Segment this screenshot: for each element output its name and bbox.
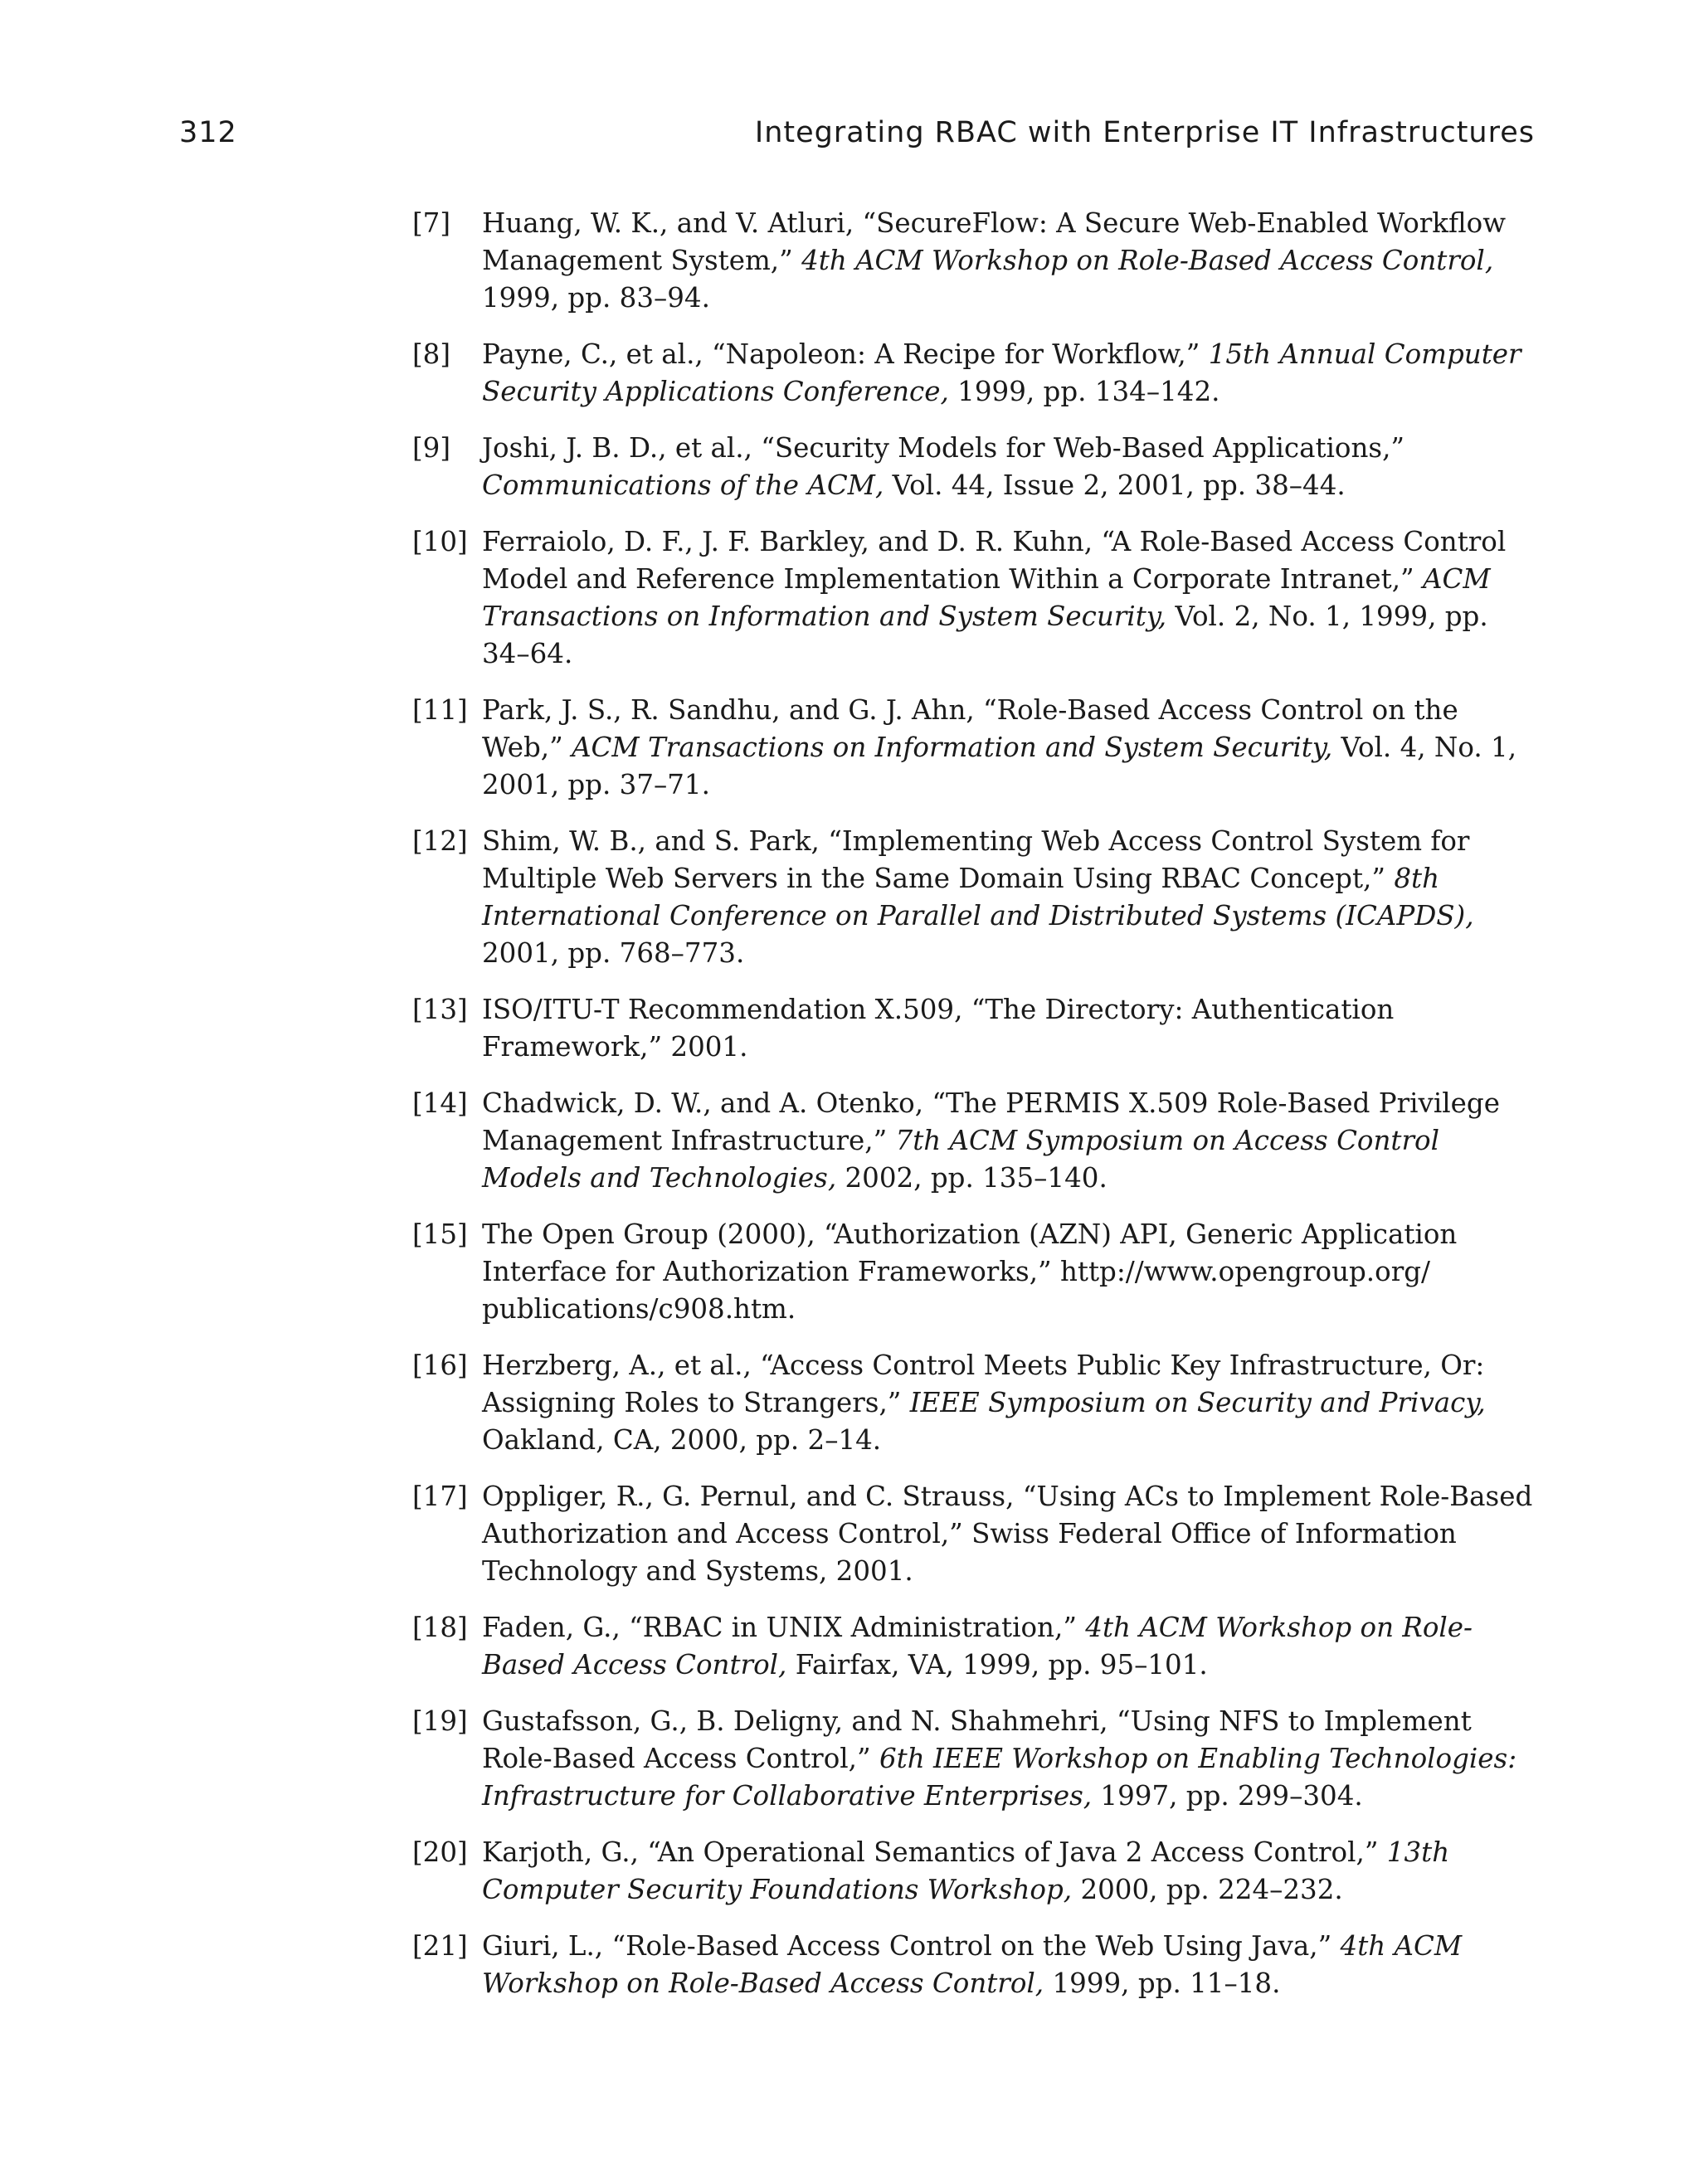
reference-item <box>412 1703 1536 1815</box>
reference-item <box>412 1216 1536 1328</box>
reference-text: Oppliger, R., G. Pernul, and C. Strauss, “Using ACs to Implement Role-Based Authorization and Access Control,” Swiss Federal Office of Information Technology and Systems, 2001. <box>482 1481 1533 1587</box>
reference-item <box>412 1928 1536 2002</box>
reference-text: Shim, W. B., and S. Park, “Implementing Web Access Control System for Multiple Web Servers in the Same Domain Using RBAC Concept,” 8th International Conference on Parallel and Distributed Systems (ICAPDS), 2001, pp. 768–773. <box>482 825 1474 969</box>
reference-item <box>412 205 1536 317</box>
reference-item <box>412 430 1536 504</box>
reference-text: Gustafsson, G., B. Deligny, and N. Shahmehri, “Using NFS to Implement Role-Based Access Control,” 6th IEEE Workshop on Enabling Technologies: Infrastructure for Collaborative Enterprises, 1997, pp. 299–304. <box>482 1705 1517 1812</box>
reference-text: Huang, W. K., and V. Atluri, “SecureFlow: A Secure Web-Enabled Workflow Management System,” 4th ACM Workshop on Role-Based Access Control, 1999, pp. 83–94. <box>482 207 1507 314</box>
reference-text: Ferraiolo, D. F., J. F. Barkley, and D. R. Kuhn, “A Role-Based Access Control Model and Reference Implementation Within a Corporate Intranet,” ACM Transactions on Information and System Security, Vol. 2, No. 1, 1999, pp. 34–64. <box>482 526 1507 669</box>
reference-item <box>412 692 1536 804</box>
reference-number: [16] <box>412 1350 468 1381</box>
reference-venue: 6th IEEE Workshop on Enabling Technologies: Infrastructure for Collaborative Enterprises, <box>482 1743 1517 1812</box>
reference-venue: 8th International Conference on Parallel and Distributed Systems (ICAPDS), <box>482 863 1474 931</box>
reference-venue: ACM Transactions on Information and System Security, <box>572 732 1333 763</box>
reference-number: [11] <box>412 694 468 726</box>
reference-number: [12] <box>412 825 468 857</box>
reference-number: [9] <box>412 432 451 464</box>
reference-venue: 4th ACM Workshop on Role-Based Access Control, <box>801 245 1494 276</box>
running-title: Integrating RBAC with Enterprise IT Infrastructures <box>754 116 1535 149</box>
reference-venue: ACM Transactions on Information and System Security, <box>482 563 1491 632</box>
reference-number: [18] <box>412 1612 468 1643</box>
reference-text: ISO/ITU-T Recommendation X.509, “The Directory: Authentication Framework,” 2001. <box>482 994 1395 1063</box>
reference-item <box>412 1609 1536 1684</box>
reference-number: [20] <box>412 1836 468 1868</box>
reference-text: Joshi, J. B. D., et al., “Security Models for Web-Based Applications,” Communications of the ACM, Vol. 44, Issue 2, 2001, pp. 38–44. <box>482 432 1405 501</box>
reference-number: [13] <box>412 994 468 1025</box>
reference-number: [15] <box>412 1218 468 1250</box>
running-head <box>179 116 1535 158</box>
reference-venue: 4th ACM Workshop on Role-Based Access Control, <box>482 1612 1473 1681</box>
reference-venue: 4th ACM Workshop on Role-Based Access Control, <box>482 1930 1463 1999</box>
reference-text: Chadwick, D. W., and A. Otenko, “The PERMIS X.509 Role-Based Privilege Management Infrastructure,” 7th ACM Symposium on Access Control Models and Technologies, 2002, pp. 135–140. <box>482 1087 1500 1194</box>
reference-text: Herzberg, A., et al., “Access Control Meets Public Key Infrastructure, Or: Assigning Roles to Strangers,” IEEE Symposium on Security and Privacy, Oakland, CA, 2000, pp. 2–14. <box>482 1350 1486 1456</box>
reference-item <box>412 1085 1536 1197</box>
reference-item <box>412 1478 1536 1590</box>
reference-text: Giuri, L., “Role-Based Access Control on the Web Using Java,” 4th ACM Workshop on Role-Based Access Control, 1999, pp. 11–18. <box>482 1930 1463 1999</box>
reference-number: [8] <box>412 338 451 370</box>
reference-venue: IEEE Symposium on Security and Privacy, <box>909 1387 1486 1418</box>
reference-text: Karjoth, G., “An Operational Semantics of Java 2 Access Control,” 13th Computer Security Foundations Workshop, 2000, pp. 224–232. <box>482 1836 1450 1905</box>
reference-venue: Communications of the ACM, <box>482 469 884 501</box>
reference-text: Payne, C., et al., “Napoleon: A Recipe for Workflow,” 15th Annual Computer Security Applications Conference, 1999, pp. 134–142. <box>482 338 1521 407</box>
reference-number: [14] <box>412 1087 468 1119</box>
reference-venue: 7th ACM Symposium on Access Control Models and Technologies, <box>482 1125 1439 1194</box>
reference-number: [10] <box>412 526 468 557</box>
reference-item <box>412 336 1536 411</box>
reference-item <box>412 523 1536 673</box>
reference-number: [17] <box>412 1481 468 1512</box>
reference-number: [21] <box>412 1930 468 1962</box>
reference-text: The Open Group (2000), “Authorization (AZN) API, Generic Application Interface for Authorization Frameworks,” http://www.opengroup.org/ publications/c908.htm. <box>482 1218 1458 1325</box>
page-number: 312 <box>179 116 237 149</box>
reference-item <box>412 1347 1536 1459</box>
reference-item <box>412 991 1536 1066</box>
reference-item <box>412 823 1536 972</box>
reference-item <box>412 1834 1536 1909</box>
reference-number: [19] <box>412 1705 468 1737</box>
reference-list <box>412 205 1536 2021</box>
reference-text: Park, J. S., R. Sandhu, and G. J. Ahn, “Role-Based Access Control on the Web,” ACM Transactions on Information and System Security, Vol. 4, No. 1, 2001, pp. 37–71. <box>482 694 1517 800</box>
reference-text: Faden, G., “RBAC in UNIX Administration,” 4th ACM Workshop on Role-Based Access Control, Fairfax, VA, 1999, pp. 95–101. <box>482 1612 1473 1681</box>
reference-venue: 13th Computer Security Foundations Workshop, <box>482 1836 1450 1905</box>
reference-venue: 15th Annual Computer Security Applications Conference, <box>482 338 1521 407</box>
reference-number: [7] <box>412 207 451 239</box>
